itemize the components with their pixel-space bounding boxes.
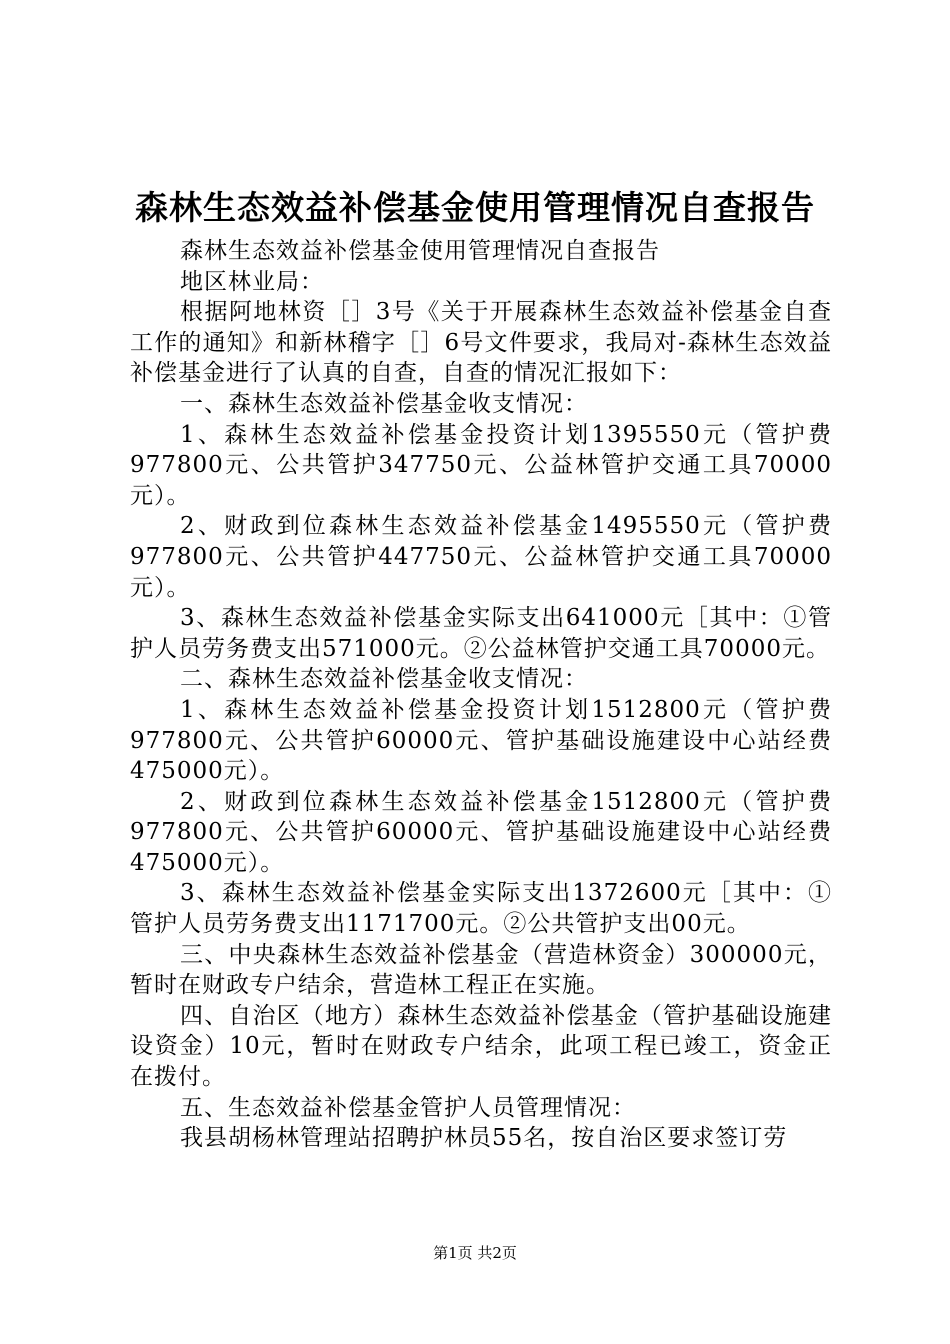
section-heading-2: 二、森林生态效益补偿基金收支情况： xyxy=(180,666,588,693)
page-footer: 第1页 共2页 xyxy=(433,1244,517,1262)
section-heading-1: 一、森林生态效益补偿基金收支情况： xyxy=(180,390,588,417)
section-heading-3: 三、中央森林生态效益补偿基金（营造林资金）300000元，暂时在财政专户结余，营造林工程正在实施。 xyxy=(130,941,832,999)
paragraph-item: 2、财政到位森林生态效益补偿基金1495550元（管护费977800元、公共管护447750元、公益林管护交通工具70000元）。 xyxy=(130,513,832,601)
paragraph-recipient: 地区林业局： xyxy=(180,268,324,295)
paragraph-item: 我县胡杨林管理站招聘护林员55名，按自治区要求签订劳 xyxy=(180,1125,788,1152)
document-body xyxy=(130,236,832,1154)
paragraph-item: 1、森林生态效益补偿基金投资计划1395550元（管护费977800元、公共管护347750元、公益林管护交通工具70000元）。 xyxy=(130,421,832,509)
paragraph-item: 1、森林生态效益补偿基金投资计划1512800元（管护费977800元、公共管护60000元、管护基础设施建设中心站经费475000元）。 xyxy=(130,696,832,785)
paragraph-intro: 根据阿地林资［］3号《关于开展森林生态效益补偿基金自查工作的通知》和新林稽字［］6号文件要求，我局对-森林生态效益补偿基金进行了认真的自查，自查的情况汇报如下： xyxy=(130,299,832,387)
section-heading-4: 四、自治区（地方）森林生态效益补偿基金（管护基础设施建设资金）10元，暂时在财政专户结余，此项工程已竣工，资金正在拨付。 xyxy=(130,1002,832,1091)
paragraph-item: 3、森林生态效益补偿基金实际支出1372600元［其中：①管护人员劳务费支出1171700元。②公共管护支出00元。 xyxy=(130,880,832,938)
paragraph-subtitle: 森林生态效益补偿基金使用管理情况自查报告 xyxy=(180,238,660,264)
paragraph-item: 2、财政到位森林生态效益补偿基金1512800元（管护费977800元、公共管护60000元、管护基础设施建设中心站经费475000元）。 xyxy=(130,788,832,876)
document-title: 森林生态效益补偿基金使用管理情况自查报告 xyxy=(135,188,815,227)
paragraph-item: 3、森林生态效益补偿基金实际支出641000元［其中：①管护人员劳务费支出571000元。②公益林管护交通工具70000元。 xyxy=(130,605,832,662)
section-heading-5: 五、生态效益补偿基金管护人员管理情况： xyxy=(180,1094,636,1121)
